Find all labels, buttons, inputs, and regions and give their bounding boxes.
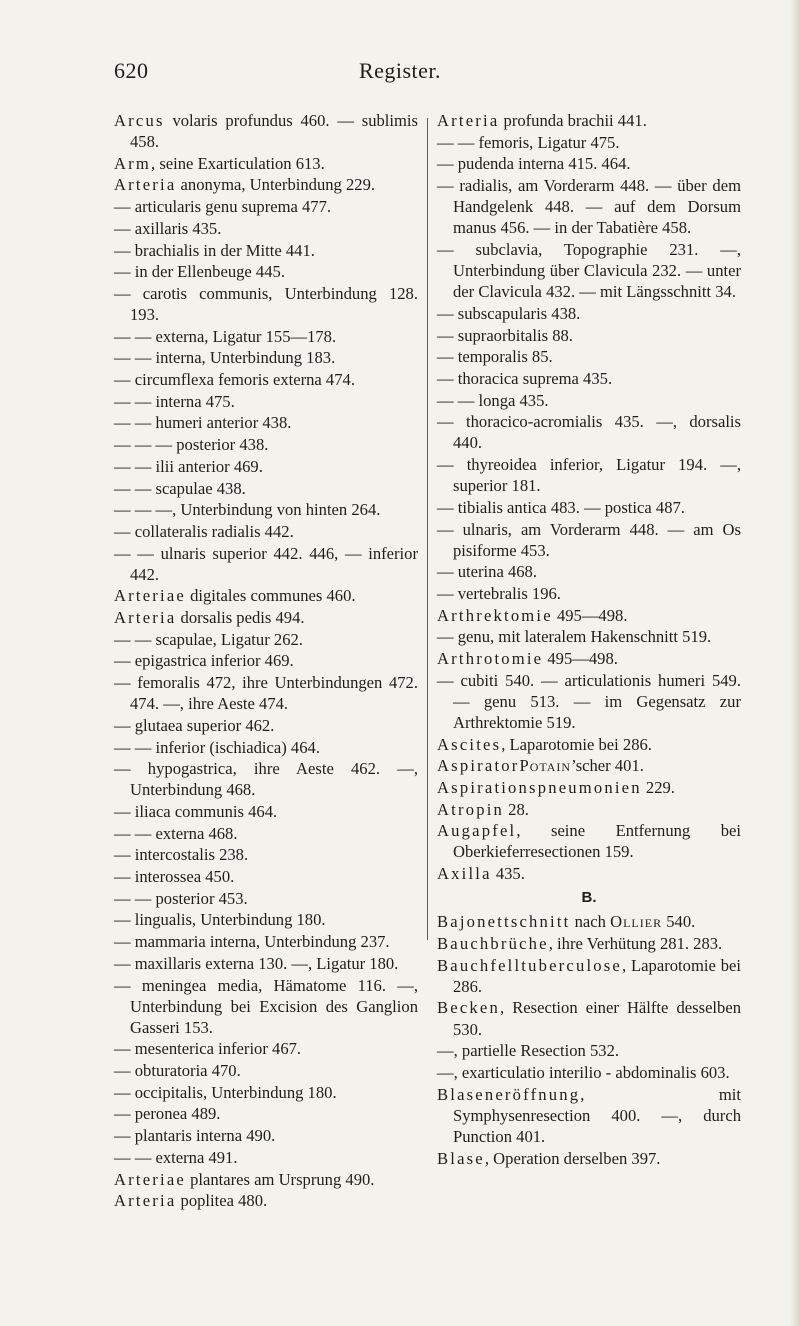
index-entry bbox=[114, 758, 418, 800]
entry-text: ’scher 401. bbox=[571, 756, 644, 776]
index-entry bbox=[114, 909, 418, 930]
index-entry bbox=[114, 953, 418, 974]
index-entry bbox=[437, 411, 741, 453]
entry-text: anonyma, Unterbindung 229. bbox=[176, 175, 376, 195]
index-entry bbox=[437, 626, 741, 647]
index-entry bbox=[114, 478, 418, 499]
entry-text: — mammaria interna, Unterbindung 237. bbox=[114, 932, 390, 952]
running-title: Register. bbox=[358, 58, 442, 83]
entry-text: — supraorbitalis 88. bbox=[437, 325, 573, 345]
index-entry bbox=[437, 368, 741, 389]
index-entry bbox=[437, 955, 741, 997]
index-entry bbox=[114, 369, 418, 390]
index-entry bbox=[114, 347, 418, 368]
entry-text: — mesenterica inferior 467. bbox=[114, 1039, 302, 1059]
index-headword: Arteria bbox=[114, 175, 177, 195]
index-entry bbox=[437, 820, 741, 862]
index-entry bbox=[114, 975, 418, 1038]
index-entry bbox=[437, 346, 741, 367]
entry-text: — temporalis 85. bbox=[437, 347, 553, 367]
index-entry bbox=[437, 799, 741, 820]
index-entry bbox=[114, 866, 418, 887]
entry-text: plantares am Ursprung 490. bbox=[185, 1169, 375, 1189]
entry-text: volaris profundus 460. — sublimis 458. bbox=[130, 111, 418, 152]
index-entry bbox=[114, 434, 418, 455]
index-entry bbox=[437, 777, 741, 798]
entry-text: — — posterior 453. bbox=[114, 888, 248, 908]
index-entry bbox=[114, 1190, 418, 1211]
index-entry bbox=[114, 1147, 418, 1168]
entry-text: , Laparotomie bei 286. bbox=[453, 955, 741, 996]
entry-text: — — — posterior 438. bbox=[114, 435, 269, 455]
index-entry bbox=[437, 933, 741, 954]
index-entry bbox=[114, 1060, 418, 1081]
index-headword: Arm bbox=[114, 153, 152, 173]
entry-text: — thyreoidea inferior, Ligatur 194. —, superior 181. bbox=[437, 455, 741, 496]
index-entry bbox=[114, 888, 418, 909]
entry-text: — — humeri anterior 438. bbox=[114, 413, 292, 433]
entry-text: — circumflexa femoris externa 474. bbox=[114, 370, 355, 390]
author-name: Potain bbox=[519, 756, 572, 776]
entry-text: , seine Exarticulation 613. bbox=[151, 153, 325, 173]
entry-text: — carotis communis, Unterbindung 128. 193. bbox=[114, 283, 418, 324]
index-entry bbox=[437, 1148, 741, 1169]
entry-text: — — interna 475. bbox=[114, 391, 235, 411]
entry-text: — interossea 450. bbox=[114, 867, 235, 887]
index-entry bbox=[114, 261, 418, 282]
index-headword: Arthrektomie bbox=[437, 605, 553, 625]
entry-text: 435. bbox=[491, 864, 525, 884]
index-headword: Bauchfelltuberculose bbox=[437, 955, 622, 975]
entry-text: — glutaea superior 462. bbox=[114, 715, 275, 735]
entry-text: — intercostalis 238. bbox=[114, 845, 249, 865]
entry-text: — tibialis antica 483. — postica 487. bbox=[437, 497, 685, 517]
index-entry bbox=[114, 196, 418, 217]
index-headword: Becken bbox=[437, 998, 500, 1018]
entry-text: — plantaris interna 490. bbox=[114, 1126, 276, 1146]
entry-text: — — scapulae 438. bbox=[114, 478, 246, 498]
index-entry bbox=[437, 670, 741, 733]
index-entry bbox=[114, 629, 418, 650]
entry-text: — maxillaris externa 130. —, Ligatur 180. bbox=[114, 953, 399, 973]
index-entry bbox=[114, 931, 418, 952]
index-headword: Aspirator bbox=[437, 756, 520, 776]
index-entry bbox=[114, 650, 418, 671]
entry-text: — genu, mit lateralem Hakenschnitt 519. bbox=[437, 627, 712, 647]
entry-text: — brachialis in der Mitte 441. bbox=[114, 240, 315, 260]
index-entry bbox=[114, 715, 418, 736]
entry-text: — — externa 491. bbox=[114, 1147, 238, 1167]
index-entry bbox=[114, 153, 418, 174]
entry-text: , ihre Verhütung 281. 283. bbox=[548, 934, 723, 953]
index-entry bbox=[437, 153, 741, 174]
entry-text: —, exarticulatio interilio - abdominalis 603. bbox=[437, 1062, 730, 1082]
index-entry bbox=[437, 1062, 741, 1083]
index-entry bbox=[114, 412, 418, 433]
index-entry bbox=[437, 997, 741, 1039]
index-headword: Bauchbrüche bbox=[437, 934, 549, 953]
page-number: 620 bbox=[114, 58, 149, 83]
index-entry bbox=[437, 863, 741, 884]
index-headword: Arteria bbox=[114, 608, 177, 628]
index-entry bbox=[437, 239, 741, 302]
entry-text: — meningea media, Hämatome 116. —, Unterbindung bei Excision des Ganglion Gasseri 153. bbox=[114, 975, 418, 1037]
index-headword: Atropin bbox=[437, 799, 505, 819]
entry-text: — thoracica suprema 435. bbox=[437, 368, 613, 388]
entry-text: — epigastrica inferior 469. bbox=[114, 651, 294, 671]
page-edge-shadow bbox=[790, 0, 800, 1326]
entry-text: 229. bbox=[641, 777, 675, 797]
index-entry bbox=[114, 1125, 418, 1146]
index-entry bbox=[114, 1082, 418, 1103]
entry-text: — iliaca communis 464. bbox=[114, 802, 278, 822]
index-entry bbox=[114, 240, 418, 261]
entry-text: digitales communes 460. bbox=[185, 586, 356, 606]
entry-text: — — interna, Unterbindung 183. bbox=[114, 348, 336, 368]
index-entry bbox=[437, 911, 741, 932]
index-entry bbox=[114, 456, 418, 477]
index-entry bbox=[114, 823, 418, 844]
entry-text: 495—498. bbox=[552, 605, 628, 625]
entry-text: — pudenda interna 415. 464. bbox=[437, 154, 631, 174]
index-entry bbox=[114, 499, 418, 520]
entry-text: — — longa 435. bbox=[437, 390, 549, 410]
entry-text: — in der Ellenbeuge 445. bbox=[114, 262, 285, 282]
index-headword: Blaseneröffnung bbox=[437, 1084, 581, 1104]
entry-text: — axillaris 435. bbox=[114, 218, 222, 238]
index-headword: Bajonettschnitt bbox=[437, 912, 571, 932]
entry-text: , Operation derselben 397. bbox=[484, 1148, 661, 1168]
entry-text: —, partielle Resection 532. bbox=[437, 1041, 620, 1061]
index-entry bbox=[437, 1084, 741, 1147]
index-entry bbox=[437, 1040, 741, 1061]
entry-text: nach bbox=[570, 912, 611, 932]
index-headword: Blase bbox=[437, 1148, 485, 1168]
index-entry bbox=[114, 801, 418, 822]
index-headword: Aspirationspneumonien bbox=[437, 777, 642, 797]
column-divider bbox=[427, 118, 428, 940]
entry-text: — — —, Unterbindung von hinten 264. bbox=[114, 500, 381, 520]
entry-text: — ulnaris, am Vorderarm 448. — am Os pisiforme 453. bbox=[437, 519, 741, 560]
index-section-b bbox=[437, 911, 741, 1168]
index-entry bbox=[114, 543, 418, 585]
index-headword: Arteriae bbox=[114, 586, 186, 606]
index-entry bbox=[437, 755, 741, 776]
entry-text: poplitea 480. bbox=[176, 1191, 268, 1211]
entry-text: — subscapularis 438. bbox=[437, 303, 581, 323]
index-entry bbox=[114, 110, 418, 152]
entry-text: — thoracico-acromialis 435. —, dorsalis 440. bbox=[437, 412, 741, 453]
entry-text: — vertebralis 196. bbox=[437, 583, 561, 603]
page-header bbox=[0, 58, 800, 92]
index-entry bbox=[114, 521, 418, 542]
index-entry bbox=[437, 454, 741, 496]
index-entry bbox=[437, 605, 741, 626]
index-entry bbox=[114, 607, 418, 628]
index-section-a bbox=[437, 110, 741, 884]
entry-text: — — ulnaris superior 442. 446, — inferior 442. bbox=[114, 543, 418, 584]
entry-text: — obturatoria 470. bbox=[114, 1061, 241, 1081]
author-name: Ollier bbox=[610, 912, 663, 932]
entry-text: 540. bbox=[662, 912, 696, 932]
index-entry bbox=[437, 519, 741, 561]
index-entry bbox=[114, 844, 418, 865]
index-entry bbox=[437, 648, 741, 669]
entry-text: — cubiti 540. — articulationis humeri 549. — genu 513. — im Gegensatz zur Arthrektomie 519. bbox=[437, 670, 741, 732]
index-entry bbox=[114, 391, 418, 412]
index-headword: Augapfel bbox=[437, 821, 517, 841]
index-entry bbox=[114, 672, 418, 714]
index-headword: Arthrotomie bbox=[437, 649, 544, 669]
index-entry bbox=[114, 1103, 418, 1124]
index-headword: Arteriae bbox=[114, 1169, 186, 1189]
entry-text: — femoralis 472, ihre Unterbindungen 472. 474. —, ihre Aeste 474. bbox=[114, 673, 418, 714]
entry-text: — lingualis, Unterbindung 180. bbox=[114, 910, 326, 930]
entry-text: — occipitalis, Unterbindung 180. bbox=[114, 1082, 337, 1102]
entry-text: — articularis genu suprema 477. bbox=[114, 197, 332, 217]
index-column-left bbox=[114, 110, 418, 1212]
index-headword: Arteria bbox=[114, 1191, 177, 1211]
entry-text: , Resection einer Hälfte desselben 530. bbox=[453, 998, 741, 1039]
entry-text: profunda brachii 441. bbox=[499, 111, 647, 130]
entry-text: , mit Symphysenresection 400. —, durch Punction 401. bbox=[453, 1084, 741, 1146]
index-column-right bbox=[437, 110, 741, 1169]
index-entry bbox=[437, 175, 741, 238]
entry-text: — — externa, Ligatur 155—178. bbox=[114, 326, 337, 346]
index-entry bbox=[114, 283, 418, 325]
entry-text: — peronea 489. bbox=[114, 1104, 221, 1124]
index-entry bbox=[437, 497, 741, 518]
index-entry bbox=[114, 218, 418, 239]
index-headword: Arteria bbox=[437, 111, 500, 130]
entry-text: — — femoris, Ligatur 475. bbox=[437, 132, 620, 152]
entry-text: , Laparotomie bei 286. bbox=[501, 734, 652, 754]
index-entry bbox=[114, 326, 418, 347]
index-entry bbox=[114, 174, 418, 195]
entry-text: 28. bbox=[504, 799, 529, 819]
index-entry bbox=[437, 390, 741, 411]
index-entry bbox=[114, 1038, 418, 1059]
entry-text: — radialis, am Vorderarm 448. — über dem Handgelenk 448. — auf dem Dorsum manus 456. — in der Tabatière 458. bbox=[437, 176, 741, 238]
index-entry bbox=[114, 1169, 418, 1190]
index-entry bbox=[437, 583, 741, 604]
index-entry bbox=[437, 132, 741, 153]
index-headword: Ascites bbox=[437, 734, 502, 754]
entry-text: — — ilii anterior 469. bbox=[114, 456, 263, 476]
index-headword: Arcus bbox=[114, 111, 165, 130]
index-entry bbox=[437, 303, 741, 324]
entry-text: , seine Entfernung bei Oberkieferresectionen 159. bbox=[453, 821, 741, 862]
entry-text: — hypogastrica, ihre Aeste 462. —, Unterbindung 468. bbox=[114, 759, 418, 800]
entry-text: — — scapulae, Ligatur 262. bbox=[114, 629, 303, 649]
entry-text: — uterina 468. bbox=[437, 562, 538, 582]
index-entry bbox=[437, 734, 741, 755]
index-entry bbox=[114, 737, 418, 758]
index-headword: Axilla bbox=[437, 864, 492, 884]
index-entry bbox=[114, 585, 418, 606]
entry-text: — — inferior (ischiadica) 464. bbox=[114, 737, 320, 757]
entry-text: dorsalis pedis 494. bbox=[176, 608, 305, 628]
section-letter: B. bbox=[581, 889, 597, 907]
index-entry bbox=[437, 110, 741, 131]
entry-text: — collateralis radialis 442. bbox=[114, 521, 294, 541]
entry-text: 495—498. bbox=[543, 649, 618, 669]
entry-text: — — externa 468. bbox=[114, 823, 238, 843]
index-entry bbox=[437, 561, 741, 582]
index-entry bbox=[437, 325, 741, 346]
entry-text: — subclavia, Topographie 231. —, Unterbindung über Clavicula 232. — unter der Clavicula 432. — mit Längsschnitt 34. bbox=[437, 239, 741, 302]
